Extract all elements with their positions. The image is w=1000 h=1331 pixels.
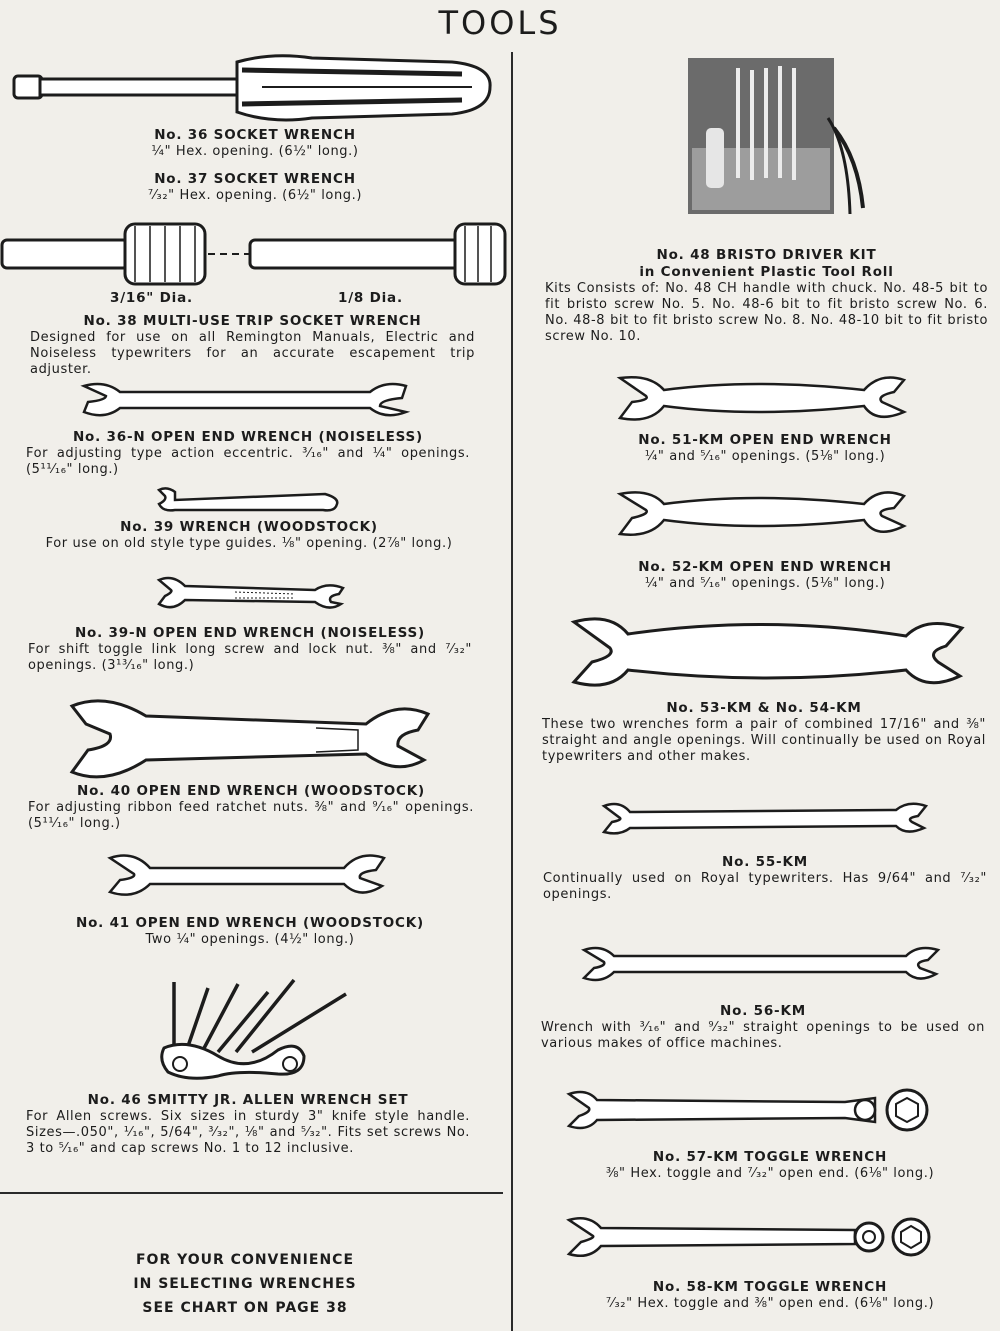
no58-desc: ⁷⁄₃₂" Hex. toggle and ⅜" open end. (6⅛" long.) [605, 1296, 935, 1311]
no46-heading: No. 46 SMITTY JR. ALLEN WRENCH SET [87, 1092, 409, 1108]
note-line-3: SEE CHART ON PAGE 38 [142, 1300, 348, 1316]
no56-desc: Wrench with ³⁄₁₆" and ⁹⁄₃₂" straight openings to be used on various makes of office machines. [541, 1020, 985, 1051]
section-divider [0, 1192, 503, 1194]
no57-desc: ⅜" Hex. toggle and ⁷⁄₃₂" open end. (6⅛" long.) [605, 1166, 935, 1181]
no51-heading: No. 51-KM OPEN END WRENCH [638, 432, 892, 448]
no46-desc: For Allen screws. Six sizes in sturdy 3" knife style handle. Sizes—.050", ¹⁄₁₆", 5/64", ³⁄₃₂", ⅛" and ⁵⁄₃₂". Fits set screws No. 3 to ⁵⁄₁₆" and cap screws No. 1 to 12 inclusive. [26, 1109, 470, 1156]
no52-desc: ¼" and ⁵⁄₁₆" openings. (5⅛" long.) [644, 576, 886, 591]
no53-heading: No. 53-KM & No. 54-KM [666, 700, 862, 716]
allen-wrench-set-illustration [118, 978, 372, 1084]
no39n-desc: For shift toggle link long screw and lock nut. ⅜" and ⁷⁄₃₂" openings. (3¹³⁄₁₆" long.) [28, 642, 472, 673]
no48-subheading: in Convenient Plastic Tool Roll [639, 264, 894, 280]
no38-dim-left: 3/16" Dia. [110, 290, 193, 306]
no48-desc: Kits Consists of: No. 48 CH handle with chuck. No. 48-5 bit to fit bristo screw No. 5. No. 48-6 bit to fit bristo screw No. 6. No. 48-8 bit to fit bristo screw No. 8. No. 48-10 bit to fit bristo screw No. 10. [545, 281, 988, 344]
toggle-wrench-58km-illustration [565, 1212, 971, 1262]
no36n-heading: No. 36-N OPEN END WRENCH (NOISELESS) [72, 429, 424, 445]
no40-heading: No. 40 OPEN END WRENCH (WOODSTOCK) [77, 783, 425, 799]
open-end-wrench-51km-illustration [614, 372, 908, 424]
open-end-wrench-39n-illustration [155, 572, 347, 612]
socket-wrench-illustration [12, 52, 492, 132]
no58-heading: No. 58-KM TOGGLE WRENCH [652, 1279, 888, 1295]
note-line-2: IN SELECTING WRENCHES [133, 1276, 357, 1292]
no37-heading: No. 37 SOCKET WRENCH [154, 171, 356, 187]
open-end-wrench-55km-illustration [600, 800, 930, 836]
wrench-39-illustration [155, 486, 341, 514]
no40-desc: For adjusting ribbon feed ratchet nuts. ⅜" and ⁹⁄₁₆" openings. (5¹¹⁄₁₆" long.) [28, 800, 474, 831]
no36-heading: No. 36 SOCKET WRENCH [154, 127, 356, 143]
no41-desc: Two ¼" openings. (4½" long.) [145, 932, 355, 947]
column-divider [511, 52, 513, 1331]
page-title: TOOLS [438, 4, 562, 42]
no41-heading: No. 41 OPEN END WRENCH (WOODSTOCK) [76, 915, 424, 931]
no36-desc: ¼" Hex. opening. (6½" long.) [151, 144, 359, 159]
toggle-wrench-57km-illustration [565, 1086, 971, 1134]
no39-heading: No. 39 WRENCH (WOODSTOCK) [120, 519, 378, 535]
bristo-driver-kit-photo [688, 58, 868, 218]
no56-heading: No. 56-KM [720, 1003, 806, 1019]
no48-heading: No. 48 BRISTO DRIVER KIT [656, 247, 877, 263]
open-end-wrench-52km-illustration [614, 486, 908, 540]
trip-socket-wrench-illustration [0, 218, 510, 288]
open-end-wrench-40-illustration [66, 694, 434, 784]
no38-heading: No. 38 MULTI-USE TRIP SOCKET WRENCH [83, 313, 422, 329]
chart-reference-note [60, 1248, 430, 1320]
open-end-wrench-41-illustration [106, 852, 388, 900]
no37-desc: ⁷⁄₃₂" Hex. opening. (6½" long.) [147, 188, 363, 203]
open-end-wrench-53km-54km-illustration [566, 610, 968, 692]
note-line-1: FOR YOUR CONVENIENCE [135, 1252, 355, 1268]
no51-desc: ¼" and ⁵⁄₁₆" openings. (5⅛" long.) [644, 449, 886, 464]
no52-heading: No. 52-KM OPEN END WRENCH [638, 559, 892, 575]
open-end-wrench-36n-illustration [80, 378, 410, 420]
no38-desc: Designed for use on all Remington Manuals, Electric and Noiseless typewriters for an accurate escapement trip adjuster. [30, 330, 475, 377]
no38-dim-right: 1/8 Dia. [338, 290, 403, 306]
no39-desc: For use on old style type guides. ⅛" opening. (2⅞" long.) [45, 536, 453, 551]
no55-heading: No. 55-KM [722, 854, 808, 870]
no55-desc: Continually used on Royal typewriters. Has 9/64" and ⁷⁄₃₂" openings. [543, 871, 987, 902]
no57-heading: No. 57-KM TOGGLE WRENCH [652, 1149, 888, 1165]
no39n-heading: No. 39-N OPEN END WRENCH (NOISELESS) [74, 625, 426, 641]
no36n-desc: For adjusting type action eccentric. ³⁄₁₆" and ¼" openings. (5¹¹⁄₁₆" long.) [26, 446, 470, 477]
no53-desc: These two wrenches form a pair of combined 17/16" and ⅜" straight and angle openings. Will continually be used on Royal typewriters and other makes. [542, 717, 986, 764]
open-end-wrench-56km-illustration [580, 944, 942, 984]
